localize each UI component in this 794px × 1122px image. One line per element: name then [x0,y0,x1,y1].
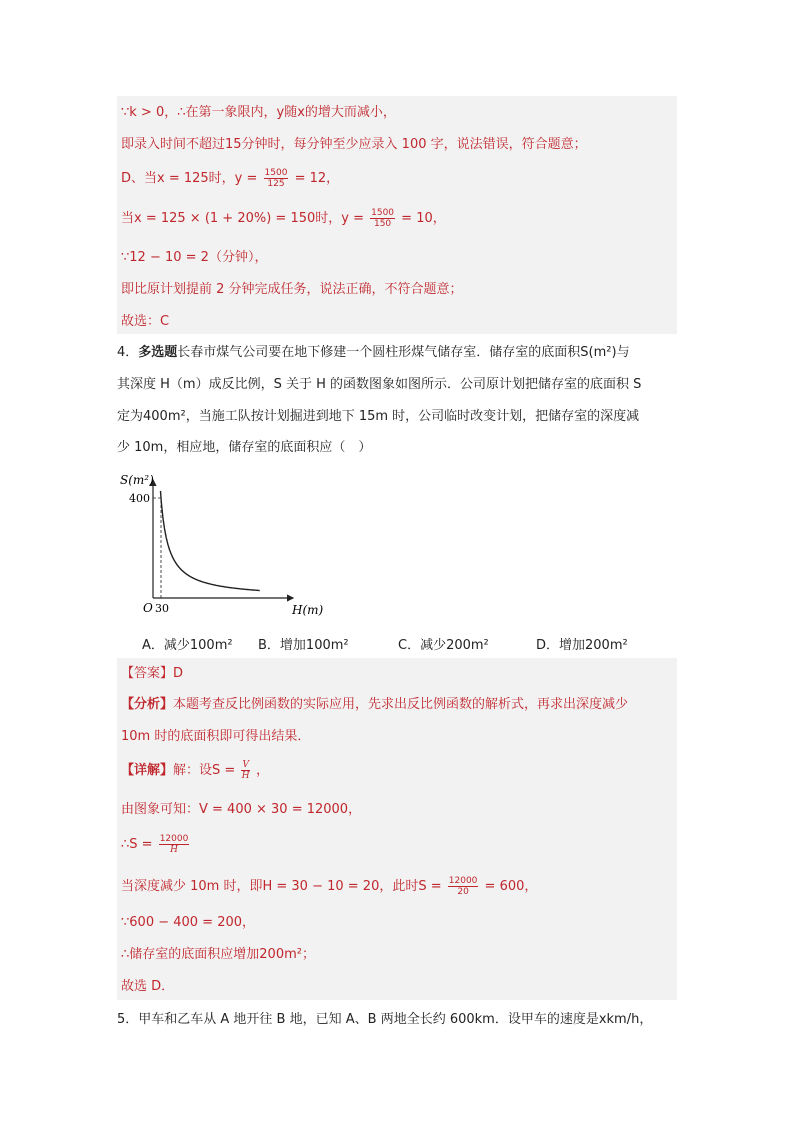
option-a[interactable]: A．减少100m² [142,638,233,653]
y-tick-400: 400 [129,492,150,505]
solution-line-4 [121,208,446,229]
solution-line-3-post: = 12， [294,171,340,186]
x-tick-30: 30 [155,602,169,615]
analysis-line-2: 10m 时的底面积即可得出结果． [121,729,311,744]
solution-line-1: ∵k > 0，∴在第一象限内，y随x的增大而减小， [121,105,396,120]
answer-line: 【答案】D [121,666,184,681]
inverse-curve [161,491,260,591]
detail-line-3 [121,834,191,855]
analysis-tag: 【分析】 [121,697,174,712]
detail-line-5: ∵600 − 400 = 200， [121,915,256,930]
detail-tag: 【详解】 [121,763,174,778]
fraction-12000-h: $\frac{12000}{H}$ [159,834,189,855]
fraction-12000-20: $\frac{12000}{20}$ [448,876,478,897]
detail-line-3-pre: ∴S = [121,837,153,852]
origin-label: O [143,601,153,615]
detail-line-4 [121,876,537,897]
solution-line-2: 即录入时间不超过15分钟时，每分钟至少应录入 100 字，说法错误，符合题意； [121,137,587,152]
solution-line-7: 故选：C [121,314,170,329]
question-4-line-4: 少 10m，相应地，储存室的底面积应（ ） [117,440,372,455]
option-b[interactable]: B．增加100m² [258,638,349,653]
question-4-text-1: 长春市煤气公司要在地下修建一个圆柱形煤气储存室．储存室的底面积S(m²)与 [177,345,630,360]
solution-line-3-pre: D、当x = 125时，y = [121,171,258,186]
solution-line-5: ∵12 − 10 = 2（分钟）， [121,250,268,265]
detail-line-1 [121,760,269,781]
question-4-line-2: 其深度 H（m）成反比例，S 关于 H 的函数图象如图所示．公司原计划把储存室的底面积 S [117,377,642,392]
question-tag: 多选题 [138,345,178,360]
detail-text-pre: 解：设S = [173,763,236,778]
option-c[interactable]: C．减少200m² [398,638,489,653]
fraction-v-h: $\frac{V}{H}$ [241,760,250,781]
analysis-text-1: 本题考查反比例函数的实际应用，先求出反比例函数的解析式，再求出深度减少 [173,697,629,712]
question-4-line-3: 定为400m²，当施工队按计划掘进到地下 15m 时，公司临时改变计划，把储存室的深度减 [117,409,640,424]
solution-line-4-post: = 10， [401,211,446,226]
x-axis-label: H(m) [292,603,324,617]
fraction-1500-125: $\frac{1500}{125}$ [264,168,288,189]
inverse-function-chart [117,468,347,620]
solution-line-3 [121,168,339,189]
analysis-line-1 [121,695,628,715]
option-d[interactable]: D．增加200m² [536,638,628,653]
question-4-line-1 [117,343,630,363]
detail-line-6: ∴储存室的底面积应增加200m²； [121,947,315,962]
question-number: 4． [117,345,139,360]
fraction-1500-150: $\frac{1500}{150}$ [371,208,395,229]
solution-line-4-pre: 当x = 125 × (1 + 20%) = 150时，y = [121,211,364,226]
detail-line-7: 故选 D． [121,979,175,994]
detail-text-post: ， [256,763,270,778]
y-axis-label: S(m²) [120,473,154,487]
detail-line-4-post: = 600， [484,879,538,894]
solution-line-6: 即比原计划提前 2 分钟完成任务，说法正确，不符合题意； [121,282,463,297]
detail-line-4-pre: 当深度减少 10m 时，即H = 30 − 10 = 20，此时S = [121,879,442,894]
question-5-line-1: 5．甲车和乙车从 A 地开往 B 地，已知 A、B 两地全长约 600km．设甲车的速度是xkm/h， [117,1012,653,1027]
detail-line-2: 由图象可知：V = 400 × 30 = 12000， [121,802,362,817]
